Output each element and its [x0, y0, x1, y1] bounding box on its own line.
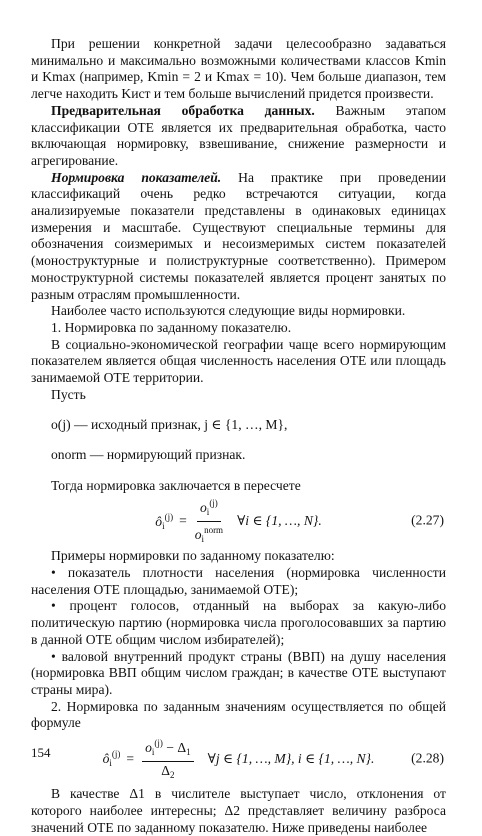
formula-2-27-expression: [31, 494, 446, 548]
paragraph-normalization: [31, 170, 446, 304]
paragraph-recalculation: Тогда нормировка заключается в пересчете: [51, 477, 301, 493]
formula-2-27: [31, 494, 446, 548]
page-number: 154: [31, 745, 51, 760]
formula-2-28-expression: [31, 732, 446, 786]
formula-2-27-fraction: $\frac{o_i^{(j)}}{o_i^{norm}}$: [194, 497, 224, 544]
list-item-normalization-by-indicator: 1. Нормировка по заданному показателю.: [51, 319, 292, 335]
paragraph-classes-range: При решении конкретной задачи целесообразно задаваться минимально и максимально возможными количествами классов Kmin и Kmax (например, Kmin = 2 и Kmax = 10). Чем больше диапазон, тем легче находить Kист и тем больше вычислений придется произвести.: [31, 36, 446, 102]
formula-2-28-equals: =: [126, 750, 135, 766]
paragraph-preprocessing: [31, 103, 446, 170]
formula-2-28-lhs: $ô_i^{(j)}$: [102, 749, 121, 769]
paragraph-let: Пусть: [51, 386, 86, 402]
formula-2-28-number: (2.28): [411, 750, 444, 766]
paragraph-normalization-body: На практике при проведении классификаций очень редко встречаются ситуации, когда анализируемые показатели представлены в одинаковых единицах измерения и масштабе. Существуют специальные термины для обозначения соизмеримых и несоизмеримых систем показателей (моноструктурные и полиструктурные соответственно). Примером моноструктурной системы показателей является процент занятых по разным отраслям промышленности.: [31, 169, 447, 302]
formula-2-27-lhs: $ô_i^{(j)}$: [155, 511, 174, 531]
formula-2-27-number: (2.27): [411, 513, 444, 529]
formula-2-28: [31, 732, 446, 786]
formula-2-28-fraction: $\frac{o_i^{(j)} - \Delta_1}{\Delta_2}$: [142, 736, 194, 783]
list-item-population-density: • показатель плотности населения (нормировка численности населения ОТЕ площадью, занимаемой ОТЕ);: [31, 565, 446, 597]
formula-2-28-condition: ∀j ∈ {1, …, M}, i ∈ {1, …, N}.: [207, 750, 375, 766]
paragraph-deltas: В качестве Δ1 в числителе выступает число, отклонения от которого наиболее интересны; Δ2 представляет величину разброса значений ОТЕ по заданному показателю. Ниже приведены наиболее: [31, 786, 446, 835]
list-item-gdp-per-capita: • валовой внутренний продукт страны (ВВП) на душу населения (нормировка ВВП общим числом граждан; в качестве ОТЕ выступают страны мира).: [31, 648, 446, 697]
heading-preprocessing: Предварительная обработка данных.: [51, 102, 315, 118]
paragraph-normalization-types: Наиболее часто используются следующие виды нормировки.: [51, 303, 406, 319]
heading-normalization: Нормировка показателей.: [51, 169, 222, 185]
list-item-vote-percentage: • процент голосов, отданный на выборах за какую-либо политическую партию (нормировка числа проголосовавших за партию в данной ОТЕ общим числом избирателей);: [31, 598, 446, 647]
paragraph-examples: Примеры нормировки по заданному показателю:: [51, 548, 335, 564]
definition-normalizing-feature: onorm — нормирующий признак.: [51, 447, 246, 463]
list-item-normalization-by-values: 2. Нормировка по заданным значениям осуществляется по общей формуле: [31, 698, 446, 731]
definition-source-feature: o(j) — исходный признак, j ∈ {1, …, M},: [51, 417, 288, 433]
paragraph-normalizing-indicator: В социально-экономической географии чаще всего нормирующим показателем является общая численность населения ОТЕ или площадь занимаемой ОТЕ территории.: [31, 336, 446, 386]
paragraph-preprocessing-body: Важным этапом классификации ОТЕ является их предварительная обработка, часто включающая нормировку, взвешивание, снижение размерности и агрегирование.: [31, 102, 446, 168]
formula-2-27-equals: =: [179, 513, 187, 528]
formula-2-27-condition: ∀i ∈ {1, …, N}.: [237, 513, 322, 528]
